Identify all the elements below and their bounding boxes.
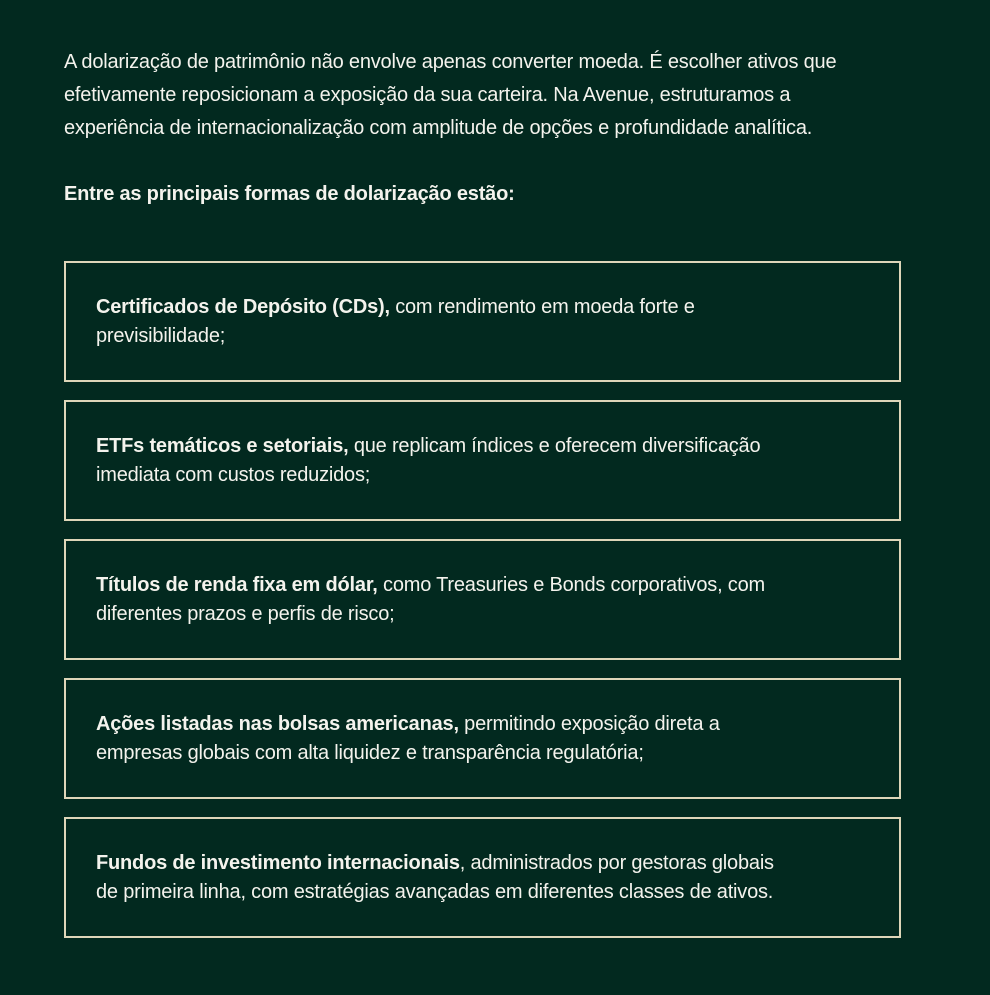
card-etfs [64, 400, 901, 521]
card-description: com rendimento em moeda forte e [389, 295, 695, 318]
intro-line-1: A dolarização de patrimônio não envolve apenas converter moeda. É escolher ativos que [64, 51, 837, 73]
card-title: Certificados de Depósito (CDs), [96, 295, 390, 318]
dollarization-options-list [64, 261, 926, 938]
section-heading: Entre as principais formas de dolarização estão: [64, 183, 515, 205]
card-line [96, 878, 869, 907]
card-fundos [64, 817, 901, 938]
card-line [96, 461, 869, 490]
card-line [96, 322, 869, 351]
card-description: como Treasuries e Bonds corporativos, com [377, 573, 765, 596]
card-line [96, 432, 869, 461]
card-title: ETFs temáticos e setoriais, [96, 434, 349, 457]
card-description: diferentes prazos e perfis de risco; [96, 602, 395, 625]
card-line [96, 571, 869, 600]
intro-line-2: efetivamente reposicionam a exposição da sua carteira. Na Avenue, estruturamos a [64, 84, 791, 106]
card-description: , administrados por gestoras globais [459, 851, 774, 874]
card-description: que replicam índices e oferecem diversificação [348, 434, 761, 457]
card-line [96, 293, 869, 322]
card-description: imediata com custos reduzidos; [96, 463, 371, 486]
card-line [96, 710, 869, 739]
intro-line-3: experiência de internacionalização com amplitude de opções e profundidade analítica. [64, 117, 813, 139]
card-title: Fundos de investimento internacionais [96, 851, 460, 874]
card-acoes [64, 678, 901, 799]
card-renda-fixa [64, 539, 901, 660]
card-description: empresas globais com alta liquidez e transparência regulatória; [96, 741, 644, 764]
card-description: previsibilidade; [96, 324, 226, 347]
card-line [96, 849, 869, 878]
card-title: Títulos de renda fixa em dólar, [96, 573, 378, 596]
card-line [96, 600, 869, 629]
card-description: permitindo exposição direta a [458, 712, 720, 735]
card-description: de primeira linha, com estratégias avançadas em diferentes classes de ativos. [96, 880, 774, 903]
intro-paragraph [64, 46, 926, 145]
card-cds [64, 261, 901, 382]
card-line [96, 739, 869, 768]
card-title: Ações listadas nas bolsas americanas, [96, 712, 459, 735]
